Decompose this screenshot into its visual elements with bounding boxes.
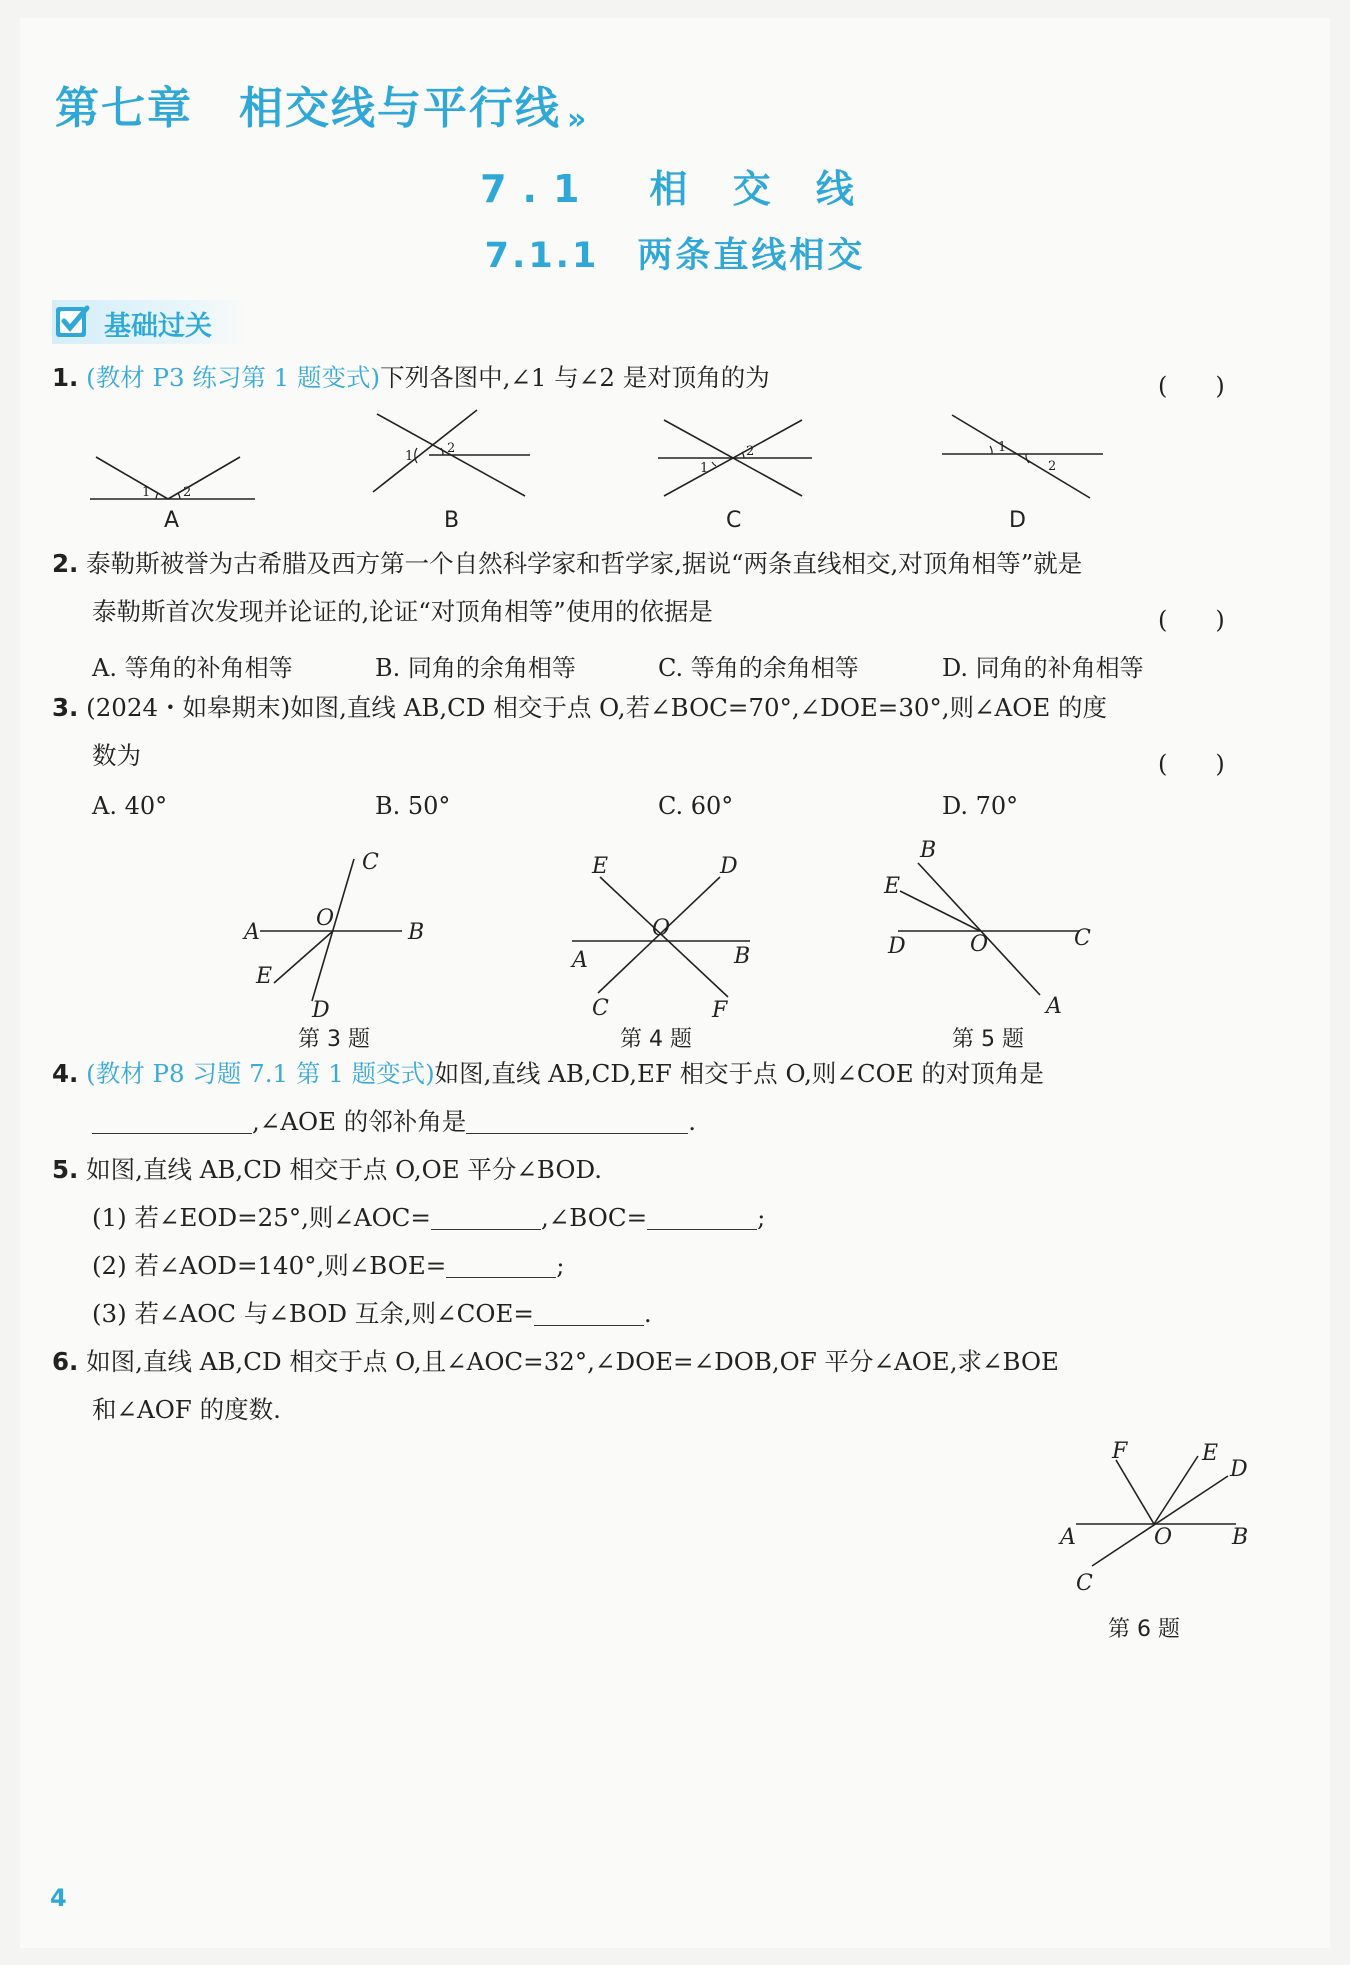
point-label: C [362,850,379,875]
figure-3 [230,845,450,1023]
point-label: D [1230,1457,1248,1482]
angle-label: 1 [700,461,709,476]
point-label: D [720,854,738,879]
question-text: (1) 若∠EOD=25°,则∠AOC= [92,1203,431,1232]
angle-label: 1 [405,449,414,464]
q1-figure-c [652,410,832,510]
figure-d-label: D [1009,508,1026,533]
question-5-part-2 [92,1251,565,1280]
chapter-title: 相交线与平行线 [239,83,561,134]
chapter-heading [55,72,588,137]
point-label: F [1112,1439,1128,1464]
angle-arc [441,448,443,455]
question-text: (2) 若∠AOD=140°,则∠BOE= [92,1251,447,1280]
ray-of [1116,1460,1154,1524]
question-1 [52,363,770,392]
question-text: ,∠BOC= [540,1203,648,1232]
figure-c-label: C [726,508,742,533]
page-number: 4 [50,1884,67,1912]
option-c[interactable]: C. 等角的余角相等 [658,654,859,682]
point-label: A [1046,994,1062,1019]
figure-5 [880,835,1110,1019]
question-4-line1 [52,1059,1044,1088]
chapter-number: 第七章 [55,83,193,134]
question-text: . [643,1299,652,1328]
point-label: O [316,906,335,931]
answer-blank[interactable] [466,1111,688,1134]
q1-figure-d [938,410,1118,510]
angle-arc [156,493,158,499]
point-label: O [970,932,989,957]
checkbox-icon [54,303,90,339]
question-text: 如图,直线 AB,CD 相交于点 O,且∠AOC=32°,∠DOE=∠DOB,OF 平分∠AOE,求∠BOE [86,1347,1059,1376]
point-label: O [1154,1525,1173,1550]
answer-blank[interactable] [446,1255,556,1278]
question-number: 2. [52,549,79,578]
answer-paren: ( ) [1158,372,1225,400]
angle-label: 2 [183,485,192,500]
figure-4-caption: 第 4 题 [620,1027,692,1052]
question-text: (2024・如皋期末)如图,直线 AB,CD 相交于点 O,若∠BOC=70°,∠DOE=30°,则∠AOE 的度 [86,693,1108,722]
point-label: E [884,874,901,899]
question-text: (3) 若∠AOC 与∠BOD 互余,则∠COE= [92,1299,534,1328]
line-ba [918,863,1040,995]
question-5-part-1 [92,1203,766,1232]
question-text: ; [556,1251,565,1280]
question-text: ,∠AOE 的邻补角是 [252,1107,467,1136]
question-number: 4. [52,1059,79,1088]
option-b[interactable]: B. 50° [375,792,451,820]
point-label: C [1076,1571,1093,1596]
question-text: 下列各图中,∠1 与∠2 是对顶角的为 [380,363,770,392]
answer-blank[interactable] [431,1207,541,1230]
point-label: A [572,948,588,973]
question-number: 6. [52,1347,79,1376]
angle-arc [178,493,180,499]
angle-label: 2 [746,444,755,459]
point-label: B [920,838,937,863]
q1-figure-a [80,410,260,510]
question-number: 5. [52,1155,79,1184]
figure-3-caption: 第 3 题 [298,1027,370,1052]
ray-oe [900,891,980,931]
line-cd [1092,1476,1228,1566]
option-a[interactable]: A. 40° [92,792,168,820]
angle-label: 1 [998,440,1007,455]
ray-oe [1154,1456,1198,1524]
angle-label: 2 [1048,459,1057,474]
figure-a-label: A [164,508,180,533]
question-source: (教材 P3 练习第 1 题变式) [86,363,381,392]
option-d[interactable]: D. 同角的补角相等 [942,654,1144,682]
subsection-title: 7.1.1 两条直线相交 [484,236,866,276]
question-2-line2: 泰勒斯首次发现并论证的,论证“对顶角相等”使用的依据是 [92,597,713,626]
figure-6-caption: 第 6 题 [1108,1617,1180,1642]
question-3-line1 [52,693,1108,722]
section-title: 7.1 相 交 线 [480,167,870,211]
angle-label: 1 [142,485,151,500]
point-label: C [1074,926,1091,951]
point-label: D [312,998,330,1023]
angle-arc [712,462,716,466]
angle-arc [990,446,992,454]
question-source: (教材 P8 习题 7.1 第 1 题变式) [86,1059,435,1088]
point-label: E [256,964,273,989]
question-6-line1 [52,1347,1059,1376]
option-b[interactable]: B. 同角的余角相等 [375,654,576,682]
point-label: B [408,920,425,945]
answer-blank[interactable] [92,1111,252,1134]
question-2-line1 [52,549,1083,578]
question-5-part-3 [92,1299,652,1328]
figure-b-label: B [444,508,460,533]
figure-5-caption: 第 5 题 [952,1027,1024,1052]
option-a[interactable]: A. 等角的补角相等 [92,654,293,682]
basic-section-badge [52,300,247,344]
question-text: 如图,直线 AB,CD 相交于点 O,OE 平分∠BOD. [86,1155,603,1184]
line [168,457,240,499]
answer-blank[interactable] [534,1303,644,1326]
point-label: D [888,934,906,959]
point-label: A [1060,1525,1076,1550]
question-5-stem [52,1155,603,1184]
answer-paren: ( ) [1158,750,1225,778]
question-text: 泰勒斯被誉为古希腊及西方第一个自然科学家和哲学家,据说“两条直线相交,对顶角相等”就是 [86,549,1083,578]
option-c[interactable]: C. 60° [658,792,734,820]
answer-paren: ( ) [1158,606,1225,634]
option-d[interactable]: D. 70° [942,792,1019,820]
question-text: ; [757,1203,766,1232]
line [96,457,168,499]
chapter-arrows-icon: » [567,102,589,137]
q1-figure-b [365,410,545,510]
point-label: E [592,854,609,879]
figure-6 [1050,1440,1250,1600]
figure-4 [560,854,780,1023]
question-number: 1. [52,363,79,392]
question-4-line2 [92,1107,697,1136]
angle-label: 2 [447,441,456,456]
point-label: B [1232,1525,1249,1550]
question-6-line2: 和∠AOF 的度数. [92,1395,281,1424]
line [952,415,1090,498]
angle-arc [415,448,417,463]
ray-oe [274,931,333,983]
angle-arc [1026,454,1029,463]
point-label: B [734,944,751,969]
answer-blank[interactable] [647,1207,757,1230]
point-label: E [1202,1441,1219,1466]
point-label: O [652,916,671,941]
line [373,410,477,492]
question-text: . [688,1107,697,1136]
question-text: 如图,直线 AB,CD,EF 相交于点 O,则∠COE 的对顶角是 [434,1059,1044,1088]
point-label: A [244,920,260,945]
question-3-line2: 数为 [92,741,141,770]
point-label: F [712,998,728,1023]
question-number: 3. [52,693,79,722]
point-label: C [592,996,609,1021]
basic-section-label: 基础过关 [104,311,212,342]
